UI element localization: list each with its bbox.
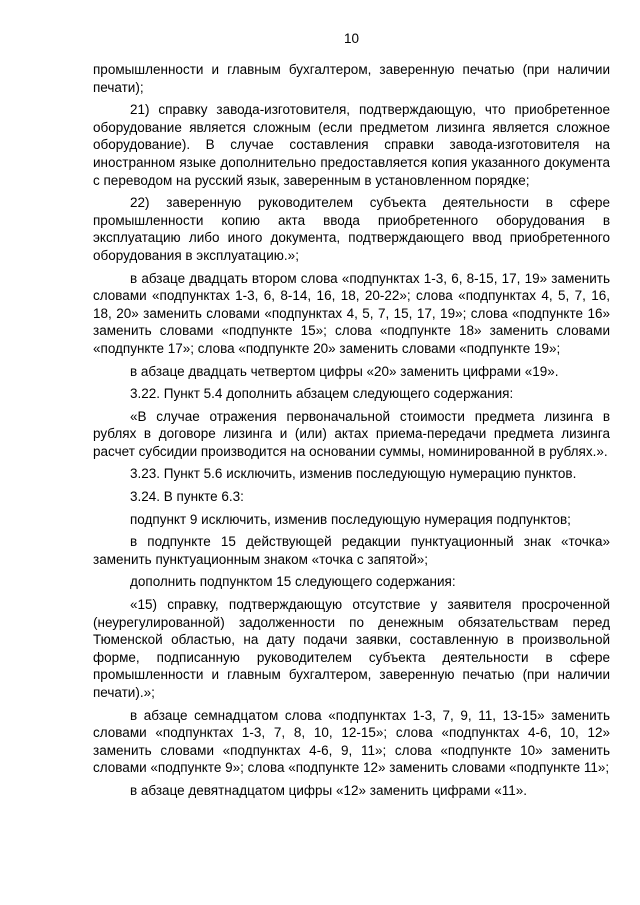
paragraph-14: в абзаце семнадцатом слова «подпунктах 1-3, 7, 9, 11, 13-15» заменить словами «подпунктах 1-3, 7, 8, 10, 12-15»; слова «подпунктах 4-6, 10, 12» заменить словами «подпунктах 4-6, 9, 11»; слова «подпункте 10» заменить словами «подпункте 9»; слова «подпункте 12» заменить словами «подпункте 11»; [93,707,610,776]
paragraph-6: 3.22. Пункт 5.4 дополнить абзацем следующего содержания: [130,386,514,402]
paragraph-4: в абзаце двадцать втором слова «подпунктах 1-3, 6, 8-15, 17, 19» заменить словами «подпунктах 1-3, 6, 8-14, 16, 18, 20-22»; слова «подпунктах 4, 5, 7, 16, 18, 20» заменить словами «подпунктах 4, 5, 7, 15, 17, 19»; слова «подпункте 16» заменить словами «подпункте 15»; слова «подпункте 18» заменить словами «подпункте 17»; слова «подпункте 20» заменить словами «подпункте 19»; [93,270,610,356]
paragraph-10: подпункт 9 исключить, изменив последующую нумерация подпунктов; [130,511,571,527]
paragraph-15: в абзаце девятнадцатом цифры «12» заменить цифрами «11». [130,782,527,798]
paragraph-7: «В случае отражения первоначальной стоимости предмета лизинга в рублях в договоре лизинга и (или) актах приема-передачи предмета лизинга расчет субсидии производится на основании суммы, номинированной в рублях.». [93,408,610,459]
paragraph-12: дополнить подпунктом 15 следующего содержания: [130,574,456,590]
paragraph-1: промышленности и главным бухгалтером, заверенную печатью (при наличии печати); [93,62,610,95]
paragraph-9: 3.24. В пункте 6.3: [130,489,244,505]
document-body [93,61,610,805]
paragraph-3: 22) заверенную руководителем субъекта деятельности в сфере промышленности копию акта ввода приобретенного оборудования в эксплуатацию либо иного документа, подтверждающего ввод приобретенного оборудования в эксплуатацию.»; [93,195,610,263]
paragraph-5: в абзаце двадцать четвертом цифры «20» заменить цифрами «19». [130,363,559,379]
paragraph-13: «15) справку, подтверждающую отсутствие у заявителя просроченной (неурегулированной) задолженности по денежным обязательствам перед Тюменской областью, на дату подачи заявки, составленную в произвольной форме, подписанную руководителем субъекта деятельности в сфере промышленности и главным бухгалтером, заверенную печатью (при наличии печати).»; [93,597,610,700]
paragraph-8: 3.23. Пункт 5.6 исключить, изменив последующую нумерацию пунктов. [130,466,577,482]
paragraph-11: в подпункте 15 действующей редакции пунктуационный знак «точка» заменить пунктуационным знаком «точка с запятой»; [93,534,610,567]
page-number: 10 [343,31,360,46]
paragraph-2: 21) справку завода-изготовителя, подтверждающую, что приобретенное оборудование является сложным (если предметом лизинга является сложное оборудование). В случае составления справки завода-изготовителя на иностранном языке дополнительно предоставляется копия указанного документа с переводом на русский язык, заверенным в установленном порядке; [93,102,610,188]
